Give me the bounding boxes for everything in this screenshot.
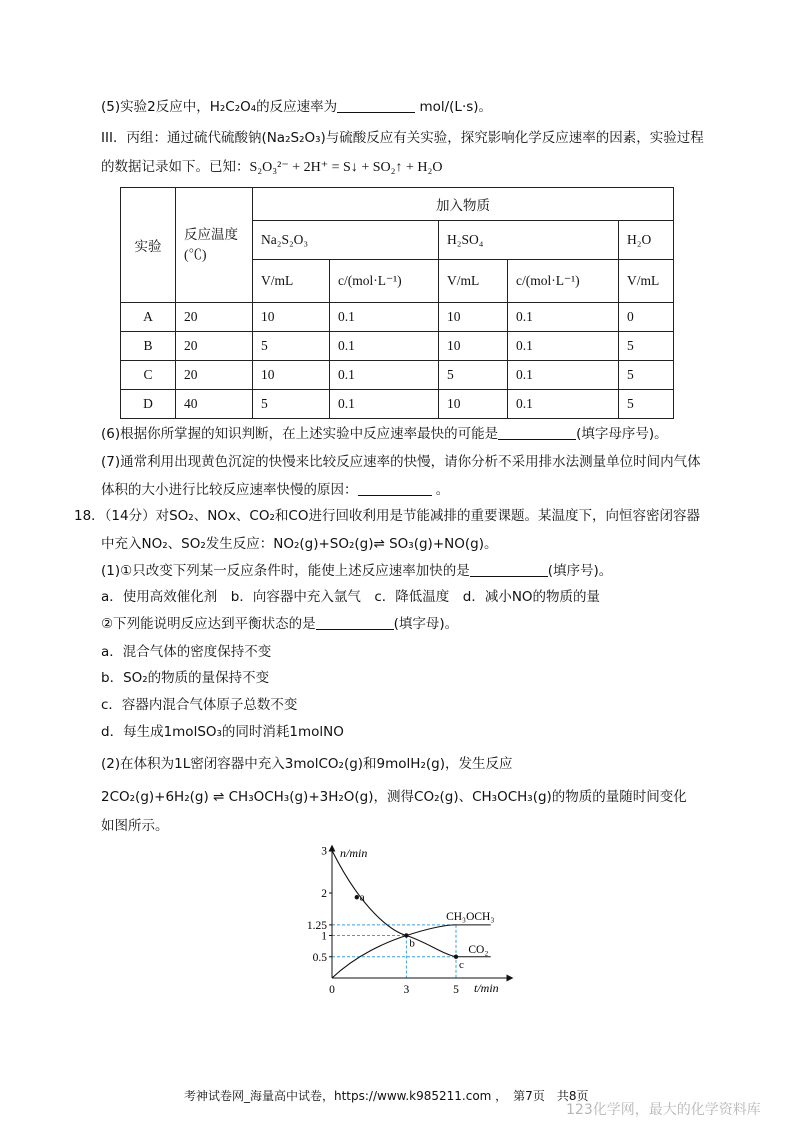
section-3-intro-2: 的数据记录如下。已知：S₂O₃²⁻ + 2H⁺ = S↓ + SO₂↑ + H₂O	[101, 159, 443, 175]
point-label-b: b	[409, 937, 415, 950]
header-added-substance: 加入物质	[253, 188, 674, 221]
header-concentration: c/(mol·L⁻¹)	[330, 260, 439, 303]
header-na2s2o3: Na₂S₂O₃	[253, 221, 439, 260]
header-temperature: 反应温度(℃)	[176, 188, 253, 303]
point-a	[355, 895, 359, 899]
y-axis-label: n/min	[340, 846, 368, 860]
answer-blank[interactable]	[316, 615, 394, 630]
x-axis-label: t/min	[474, 981, 499, 995]
x-tick-label: 3	[403, 984, 410, 996]
y-tick-label: 3	[321, 845, 327, 858]
table-row: B 20 5 0.1 10 0.1 5	[121, 332, 674, 361]
question-18-part-2-equation: 2CO₂(g)+6H₂(g) ⇌ CH₃OCH₃(g)+3H₂O(g)，测得CO₂(g)、CH₃OCH₃(g)的物质的量随时间变化	[101, 789, 687, 805]
header-volume: V/mL	[439, 260, 508, 303]
question-7-line-2: 体积的大小进行比较反应速率快慢的原因： 。	[101, 482, 450, 498]
x-tick-label: 5	[453, 984, 459, 996]
header-experiment: 实验	[121, 188, 176, 303]
y-tick-label: 1.25	[306, 919, 327, 932]
data-table	[120, 187, 674, 419]
question-18-line-2: 中充入NO₂、SO₂发生反应：NO₂(g)+SO₂(g)⇌ SO₃(g)+NO(g)。	[101, 536, 498, 552]
answer-blank[interactable]	[498, 425, 576, 440]
answer-blank[interactable]	[337, 98, 415, 113]
series-label-ch3och3: CH₃OCH₃	[446, 910, 495, 923]
header-h2o: H₂O	[619, 221, 674, 260]
y-tick-label: 1	[321, 930, 327, 943]
watermark: 123化学网，最大的化学资料库	[566, 1102, 761, 1118]
point-label-c: c	[459, 958, 464, 971]
point-label-a: a	[359, 891, 365, 904]
x-tick-label: 0	[329, 984, 335, 996]
header-volume: V/mL	[253, 260, 330, 303]
option-d: d．每生成1molSO₃的同时消耗1molNO	[101, 724, 344, 740]
y-tick-label: 2	[321, 888, 327, 900]
question-18: 18．（14分）对SO₂、NOx、CO₂和CO进行回收利用是节能减排的重要课题。某温度下，向恒容密闭容器	[74, 508, 700, 524]
question-18-part-2-end: 如图所示。	[101, 818, 169, 834]
y-tick-label: 0.5	[312, 951, 327, 964]
table-row: C 20 10 0.1 5 0.1 5	[121, 361, 674, 390]
option-b: b．SO₂的物质的量保持不变	[101, 670, 270, 686]
series-label-co2: CO₂	[468, 943, 489, 956]
point-b	[404, 933, 408, 937]
answer-blank[interactable]	[358, 481, 432, 496]
series-line-ch3och3	[332, 925, 491, 978]
question-18-1: (1)①只改变下列某一反应条件时，能使上述反应速率加快的是 (填序号)。	[101, 563, 613, 579]
table-row: A 20 10 0.1 10 0.1 0	[121, 303, 674, 332]
page-footer: 考神试卷网_海量高中试卷，https://www.k985211.com ， 第7页 共8页	[184, 1089, 589, 1103]
question-18-1-options: a．使用高效催化剂 b．向容器中充入氩气 c．降低温度 d．减小NO的物质的量	[101, 589, 601, 605]
header-concentration: c/(mol·L⁻¹)	[508, 260, 619, 303]
question-5: (5)实验2反应中，H₂C₂O₄的反应速率为 mol/(L·s)。	[101, 99, 493, 115]
equation: S₂O₃²⁻ + 2H⁺ = S↓ + SO₂↑ + H₂O	[249, 160, 443, 175]
option-a: a．混合气体的密度保持不变	[101, 644, 272, 660]
question-18-part-2: (2)在体积为1L密闭容器中充入3molCO₂(g)和9molH₂(g)，发生反应	[101, 756, 513, 772]
table-row: D 40 5 0.1 10 0.1 5	[121, 390, 674, 419]
question-6: (6)根据你所掌握的知识判断，在上述实验中反应速率最快的可能是 (填字母序号)。	[101, 426, 668, 442]
co2-ch3och3-chart	[300, 840, 530, 1005]
answer-blank[interactable]	[470, 562, 548, 577]
point-c	[454, 955, 458, 959]
question-18-2: ②下列能说明反应达到平衡状态的是 (填字母)。	[101, 616, 459, 632]
option-c: c．容器内混合气体原子总数不变	[101, 697, 298, 713]
question-7: (7)通常利用出现黄色沉淀的快慢来比较反应速率的快慢，请你分析不采用排水法测量单位时间内气体	[101, 454, 701, 470]
section-3-intro: III．丙组：通过硫代硫酸钠(Na₂S₂O₃)与硫酸反应有关实验，探究影响化学反应速率的因素，实验过程	[101, 130, 704, 146]
header-h2so4: H₂SO₄	[439, 221, 619, 260]
header-volume: V/mL	[619, 260, 674, 303]
